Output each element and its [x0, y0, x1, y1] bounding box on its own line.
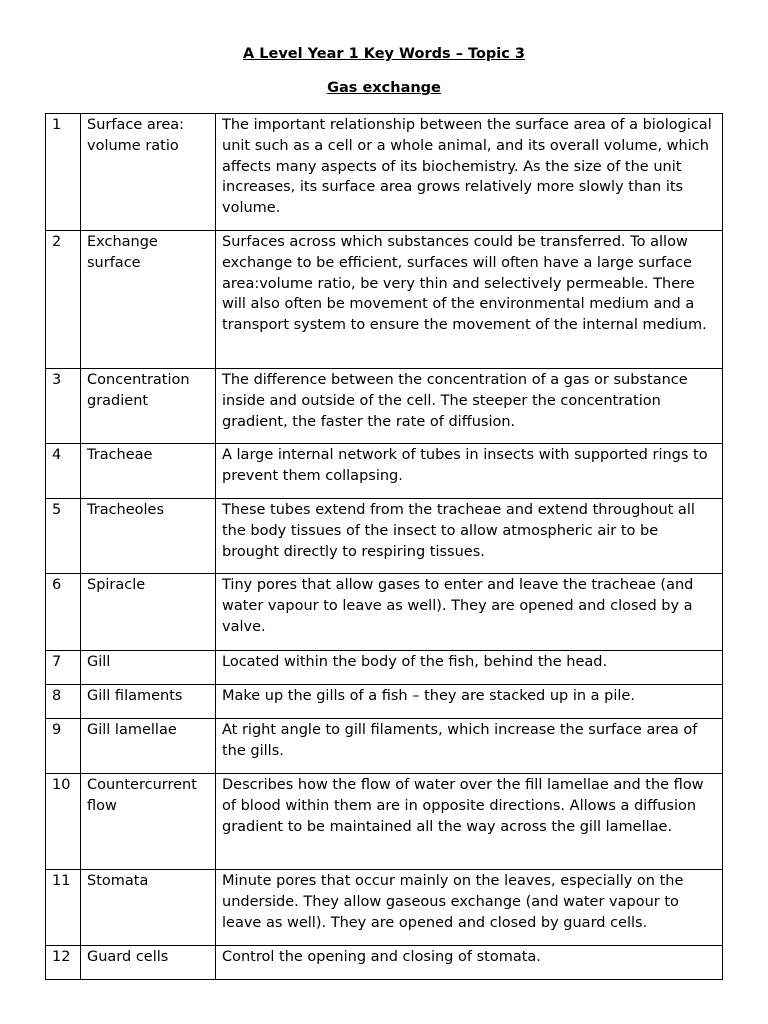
row-number: 8: [46, 685, 81, 719]
row-number: 9: [46, 719, 81, 774]
key-term: Gill filaments: [81, 685, 216, 719]
term-definition: Minute pores that occur mainly on the leaves, especially on the underside. They allow gaseous exchange (and water vapour to leave as well). They are opened and closed by guard cells.: [216, 870, 723, 946]
key-term: Guard cells: [81, 946, 216, 980]
table-row: [46, 369, 723, 444]
term-definition: Control the opening and closing of stomata.: [216, 946, 723, 980]
row-number: 3: [46, 369, 81, 444]
row-number: 7: [46, 651, 81, 685]
key-term: Exchange surface: [81, 231, 216, 369]
table-row: [46, 651, 723, 685]
row-number: 2: [46, 231, 81, 369]
key-term: Tracheoles: [81, 499, 216, 574]
table-row: [46, 685, 723, 719]
table-row: [46, 444, 723, 499]
term-definition: Tiny pores that allow gases to enter and leave the tracheae (and water vapour to leave as well). They are opened and closed by a valve.: [216, 574, 723, 651]
term-definition: A large internal network of tubes in insects with supported rings to prevent them collapsing.: [216, 444, 723, 499]
key-words-table: [45, 113, 723, 980]
row-number: 10: [46, 774, 81, 870]
key-term: Surface area: volume ratio: [81, 114, 216, 231]
document-subtitle: Gas exchange: [327, 80, 441, 96]
table-row: [46, 946, 723, 980]
row-number: 4: [46, 444, 81, 499]
document-title: A Level Year 1 Key Words – Topic 3: [242, 46, 526, 62]
term-definition: Surfaces across which substances could be transferred. To allow exchange to be efficient, surfaces will often have a large surface area:volume ratio, be very thin and selectively permeable. There will also often be movement of the environmental medium and a transport system to ensure the movement of the internal medium.: [216, 231, 723, 369]
term-definition: These tubes extend from the tracheae and extend throughout all the body tissues of the insect to allow atmospheric air to be brought directly to respiring tissues.: [216, 499, 723, 574]
key-term: Stomata: [81, 870, 216, 946]
term-definition: Make up the gills of a fish – they are stacked up in a pile.: [216, 685, 723, 719]
row-number: 11: [46, 870, 81, 946]
table-row: [46, 499, 723, 574]
term-definition: The important relationship between the surface area of a biological unit such as a cell or a whole animal, and its overall volume, which affects many aspects of its biochemistry. As the size of the unit increases, its surface area grows relatively more slowly than its volume.: [216, 114, 723, 231]
term-definition: The difference between the concentration of a gas or substance inside and outside of the cell. The steeper the concentration gradient, the faster the rate of diffusion.: [216, 369, 723, 444]
key-term: Spiracle: [81, 574, 216, 651]
key-term: Gill lamellae: [81, 719, 216, 774]
table-row: [46, 574, 723, 651]
table-row: [46, 114, 723, 231]
row-number: 6: [46, 574, 81, 651]
key-term: Gill: [81, 651, 216, 685]
term-definition: Located within the body of the fish, behind the head.: [216, 651, 723, 685]
table-row: [46, 719, 723, 774]
term-definition: At right angle to gill filaments, which increase the surface area of the gills.: [216, 719, 723, 774]
key-term: Tracheae: [81, 444, 216, 499]
row-number: 5: [46, 499, 81, 574]
row-number: 1: [46, 114, 81, 231]
table-row: [46, 231, 723, 369]
key-term: Countercurrent flow: [81, 774, 216, 870]
row-number: 12: [46, 946, 81, 980]
key-term: Concentration gradient: [81, 369, 216, 444]
table-row: [46, 870, 723, 946]
term-definition: Describes how the flow of water over the fill lamellae and the flow of blood within them are in opposite directions. Allows a diffusion gradient to be maintained all the way across the gill lamellae.: [216, 774, 723, 870]
table-row: [46, 774, 723, 870]
